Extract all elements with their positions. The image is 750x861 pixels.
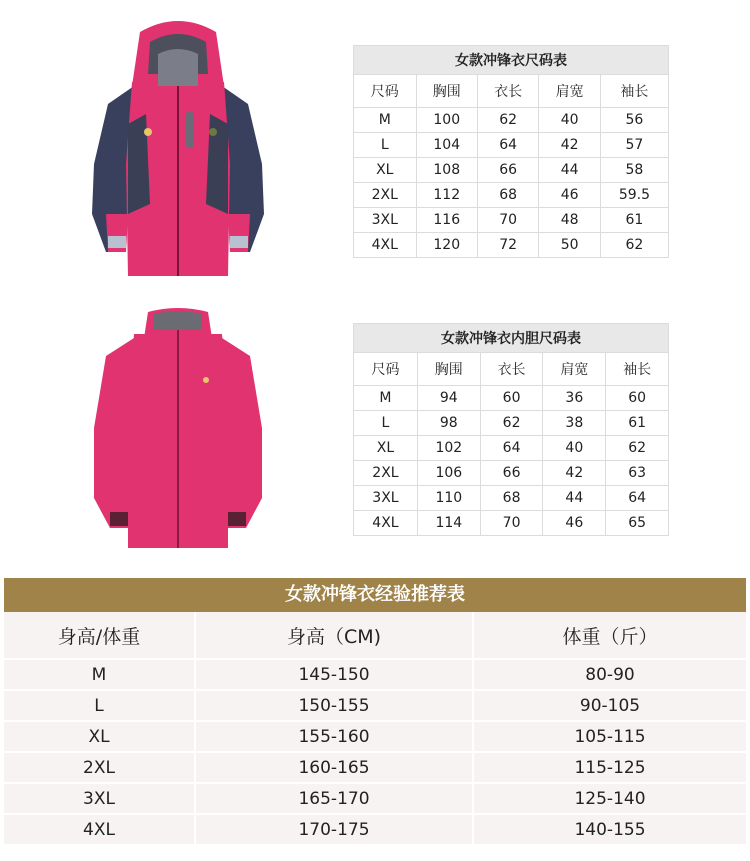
table-cell: XL bbox=[353, 158, 417, 183]
outer-size-table bbox=[353, 45, 669, 258]
table-cell: 61 bbox=[606, 411, 669, 436]
table-row bbox=[4, 784, 746, 815]
table-cell: 105-115 bbox=[474, 722, 746, 753]
table-cell: XL bbox=[4, 722, 196, 753]
table-cell: 155-160 bbox=[196, 722, 474, 753]
recommend-table-title: 女款冲锋衣经验推荐表 bbox=[4, 578, 746, 612]
table-row bbox=[353, 411, 669, 436]
table-cell: 100 bbox=[417, 108, 478, 133]
table-cell: 59.5 bbox=[601, 183, 669, 208]
table-cell: 70 bbox=[478, 208, 539, 233]
table-cell: 44 bbox=[543, 486, 606, 511]
table-cell: 165-170 bbox=[196, 784, 474, 815]
table-cell: 145-150 bbox=[196, 660, 474, 691]
table-row bbox=[353, 436, 669, 461]
header-cell: 尺码 bbox=[353, 75, 417, 108]
table-cell: 68 bbox=[481, 486, 544, 511]
table-cell: 62 bbox=[478, 108, 539, 133]
table-cell: 62 bbox=[481, 411, 544, 436]
table-cell: 108 bbox=[417, 158, 478, 183]
table-row bbox=[353, 133, 669, 158]
table-cell: 60 bbox=[606, 386, 669, 411]
table-cell: 140-155 bbox=[474, 815, 746, 846]
table-cell: 98 bbox=[418, 411, 481, 436]
table-row bbox=[353, 158, 669, 183]
table-cell: 2XL bbox=[353, 183, 417, 208]
table-cell: 40 bbox=[539, 108, 600, 133]
table-cell: 42 bbox=[543, 461, 606, 486]
recommend-table bbox=[4, 612, 746, 846]
table-cell: 61 bbox=[601, 208, 669, 233]
table-cell: 112 bbox=[417, 183, 478, 208]
table-row bbox=[353, 183, 669, 208]
header-cell: 体重（斤） bbox=[474, 612, 746, 660]
table-cell: 44 bbox=[539, 158, 600, 183]
table-row bbox=[353, 461, 669, 486]
table-cell: L bbox=[4, 691, 196, 722]
table-cell: 46 bbox=[543, 511, 606, 536]
table-cell: 46 bbox=[539, 183, 600, 208]
table-cell: 36 bbox=[543, 386, 606, 411]
table-cell: 50 bbox=[539, 233, 600, 258]
table-cell: 4XL bbox=[353, 511, 418, 536]
header-cell: 身高/体重 bbox=[4, 612, 196, 660]
table-cell: M bbox=[4, 660, 196, 691]
table-cell: 3XL bbox=[353, 486, 418, 511]
header-cell: 尺码 bbox=[353, 353, 418, 386]
header-cell: 胸围 bbox=[418, 353, 481, 386]
header-cell: 衣长 bbox=[478, 75, 539, 108]
table-cell: 64 bbox=[606, 486, 669, 511]
table-header-row bbox=[4, 612, 746, 660]
table-cell: 2XL bbox=[4, 753, 196, 784]
table-cell: 106 bbox=[418, 461, 481, 486]
table-row bbox=[4, 691, 746, 722]
table-cell: 104 bbox=[417, 133, 478, 158]
table-cell: M bbox=[353, 386, 418, 411]
header-cell: 袖长 bbox=[601, 75, 669, 108]
outer-jacket-image bbox=[88, 14, 268, 282]
table-cell: 80-90 bbox=[474, 660, 746, 691]
table-cell: 66 bbox=[478, 158, 539, 183]
table-cell: 68 bbox=[478, 183, 539, 208]
fleece-size-table bbox=[353, 323, 669, 536]
table-row bbox=[353, 233, 669, 258]
table-cell: 150-155 bbox=[196, 691, 474, 722]
header-cell: 袖长 bbox=[606, 353, 669, 386]
table-cell: 64 bbox=[481, 436, 544, 461]
table-row bbox=[353, 486, 669, 511]
table-cell: 62 bbox=[606, 436, 669, 461]
table-cell: 102 bbox=[418, 436, 481, 461]
table-row bbox=[353, 511, 669, 536]
table-row bbox=[4, 753, 746, 784]
header-cell: 衣长 bbox=[481, 353, 544, 386]
table-cell: 2XL bbox=[353, 461, 418, 486]
table-cell: 4XL bbox=[353, 233, 417, 258]
table-cell: 60 bbox=[481, 386, 544, 411]
table-cell: 170-175 bbox=[196, 815, 474, 846]
table-row bbox=[353, 108, 669, 133]
table-header-row bbox=[353, 353, 669, 386]
table-cell: 66 bbox=[481, 461, 544, 486]
table-cell: 70 bbox=[481, 511, 544, 536]
table-cell: 40 bbox=[543, 436, 606, 461]
table-cell: L bbox=[353, 133, 417, 158]
table-cell: L bbox=[353, 411, 418, 436]
table-cell: XL bbox=[353, 436, 418, 461]
table-cell: 63 bbox=[606, 461, 669, 486]
table-cell: 90-105 bbox=[474, 691, 746, 722]
outer-table-title: 女款冲锋衣尺码表 bbox=[353, 45, 669, 75]
table-cell: 57 bbox=[601, 133, 669, 158]
table-cell: 42 bbox=[539, 133, 600, 158]
table-row bbox=[353, 386, 669, 411]
table-row bbox=[4, 660, 746, 691]
header-cell: 肩宽 bbox=[539, 75, 600, 108]
table-cell: 64 bbox=[478, 133, 539, 158]
table-cell: 125-140 bbox=[474, 784, 746, 815]
table-row bbox=[4, 722, 746, 753]
table-cell: 94 bbox=[418, 386, 481, 411]
header-cell: 肩宽 bbox=[543, 353, 606, 386]
table-cell: 114 bbox=[418, 511, 481, 536]
fleece-jacket-image bbox=[88, 308, 268, 552]
table-cell: 120 bbox=[417, 233, 478, 258]
table-header-row bbox=[353, 75, 669, 108]
table-cell: 62 bbox=[601, 233, 669, 258]
table-cell: 116 bbox=[417, 208, 478, 233]
table-cell: 72 bbox=[478, 233, 539, 258]
table-cell: 38 bbox=[543, 411, 606, 436]
table-cell: 65 bbox=[606, 511, 669, 536]
table-cell: 110 bbox=[418, 486, 481, 511]
table-cell: 4XL bbox=[4, 815, 196, 846]
header-cell: 身高（CM) bbox=[196, 612, 474, 660]
table-row bbox=[353, 208, 669, 233]
table-cell: 115-125 bbox=[474, 753, 746, 784]
table-cell: 3XL bbox=[353, 208, 417, 233]
table-cell: 56 bbox=[601, 108, 669, 133]
fleece-table-title: 女款冲锋衣内胆尺码表 bbox=[353, 323, 669, 353]
table-cell: 3XL bbox=[4, 784, 196, 815]
table-cell: 48 bbox=[539, 208, 600, 233]
table-cell: M bbox=[353, 108, 417, 133]
header-cell: 胸围 bbox=[417, 75, 478, 108]
table-cell: 160-165 bbox=[196, 753, 474, 784]
table-cell: 58 bbox=[601, 158, 669, 183]
table-row bbox=[4, 815, 746, 846]
